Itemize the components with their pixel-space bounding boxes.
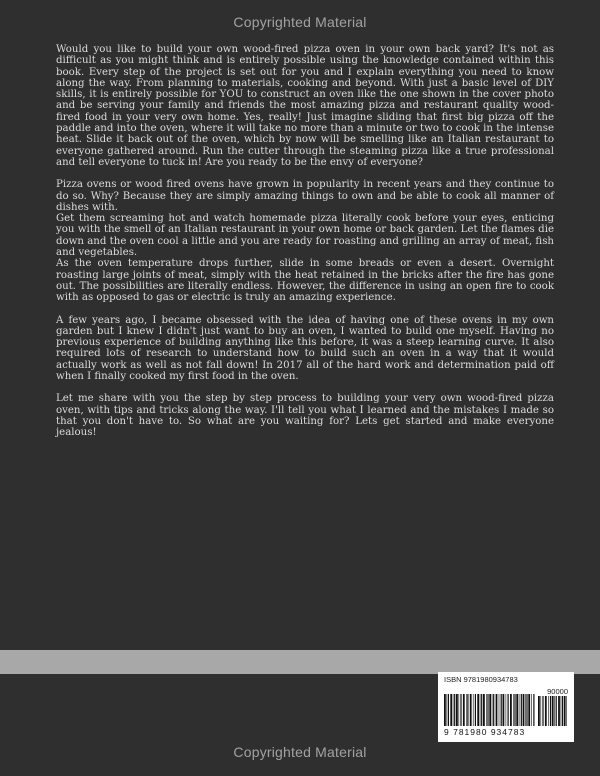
barcode-bar [447, 694, 448, 726]
barcode-bar [506, 694, 507, 726]
barcode-bar [531, 694, 532, 726]
barcode-bar [467, 694, 468, 726]
barcode-bar [444, 694, 446, 726]
blurb-paragraph-4: As the oven temperature drops further, slide in some breads or even a desert. Overnight roasting large joints of meat, simply with the heat retained in the bricks after the fire has gone out. The possibilities are literally endless. However, the difference in using an open fire to cook with as opposed to gas or electric is truly an amazing experience. [56, 258, 554, 304]
barcode-bar [475, 694, 476, 726]
barcode-bar [548, 696, 549, 726]
barcode-bar [450, 694, 452, 726]
barcode-bar [561, 696, 562, 726]
barcode-bar [453, 694, 454, 726]
barcode-bar [521, 694, 522, 726]
blurb-paragraph-5: A few years ago, I became obsessed with the idea of having one of these ovens in my own garden but I knew I didn't just want to buy an oven, I wanted to build one myself. Having no previous experience of building anything like this before, it was a steep learning curve. It also required lots of research to understand how to build such an oven in a way that it would actually work as well as not fall down! In 2017 all of the hard work and determination paid off when I finally cooked my first food in the oven. [56, 314, 554, 383]
barcode-bar [550, 696, 551, 726]
barcode-bar [456, 694, 458, 726]
barcode-bar [470, 694, 472, 726]
barcode-bar [538, 696, 540, 726]
barcode-bar [503, 694, 505, 726]
barcode-bar [552, 696, 554, 726]
barcode-bar [542, 696, 543, 726]
barcode-bar [486, 694, 487, 726]
barcode-bar [454, 694, 455, 726]
barcode-bar [508, 694, 509, 726]
barcode-bar [473, 694, 474, 726]
blurb-paragraph-3: Get them screaming hot and watch homemade pizza literally cook before your eyes, enticing you with the smell of an Italian restaurant in your own home or back garden. Let the flames die down and the oven cool a little and you are ready for roasting and grilling an array of meat, fish and vegetables. [56, 213, 554, 259]
barcode-bar [528, 694, 530, 726]
barcode-bar [525, 694, 526, 726]
grey-band [0, 650, 600, 674]
barcode-bar [564, 696, 566, 726]
blurb-paragraph-2: Pizza ovens or wood fired ovens have grown in popularity in recent years and they continue to do so. Why? Because they are simply amazing things to own and be able to cook all manner of dishes with. [56, 179, 554, 213]
watermark-top: Copyrighted Material [233, 14, 367, 30]
isbn-label: ISBN 9781980934783 [444, 675, 518, 684]
watermark-bottom: Copyrighted Material [233, 744, 367, 760]
barcode-bar [460, 694, 461, 726]
barcode-bar [480, 694, 481, 726]
barcode-bar [513, 694, 514, 726]
barcode-bar [492, 694, 493, 726]
blurb-paragraph-1: Would you like to build your own wood-fired pizza oven in your own back yard? It's not as difficult as you might think and is entirely possible using the knowledge contained within this book. Every step of the project is set out for you and I explain everything you need to know along the way. From planning to materials, cooking and beyond. With just a basic level of DIY skills, it is entirely possible for YOU to construct an oven like the one shown in the cover photo and be serving your family and friends the most amazing pizza and restaurant quality wood-fired food in your very own home. Yes, really! Just imagine sliding that first big pizza off the paddle and into the oven, where it will take no more than a minute or two to cook in the intense heat. Slide it back out of the oven, which by now will be smelling like an Italian restaurant to everyone gathered around. Run the cutter through the steaming pizza like a true professional and tell everyone to tuck in! Are you ready to be the envy of everyone? [56, 44, 554, 168]
barcode-bar [523, 694, 525, 726]
barcode-bar [483, 694, 485, 726]
barcode-bar [499, 694, 500, 726]
barcode-bar [481, 694, 482, 726]
barcode-bar [459, 694, 460, 726]
price-code: 90000 [547, 687, 568, 696]
isbn-digits: 9 781980 934783 [444, 727, 526, 737]
barcode-bar [562, 696, 563, 726]
price-barcode-icon [538, 696, 570, 726]
blurb-text [56, 44, 554, 450]
barcode-bar [545, 696, 547, 726]
barcode-bar [556, 696, 557, 726]
barcode-bar [493, 694, 494, 726]
barcode-bar [496, 694, 498, 726]
barcode-bar [526, 694, 527, 726]
barcode-bar [533, 694, 534, 726]
barcode-bar [463, 694, 465, 726]
barcode-bar [554, 696, 555, 726]
barcode-bar [519, 694, 520, 726]
barcode-bar [466, 694, 467, 726]
barcode-bar [448, 694, 449, 726]
barcode-bar [501, 694, 502, 726]
barcode-bar [510, 694, 512, 726]
barcode-bar [558, 696, 560, 726]
barcode-box [438, 672, 574, 742]
barcode-bar [541, 696, 542, 726]
blurb-paragraph-6: Let me share with you the step by step process to building your very own wood-fired pizza oven, with tips and tricks along the way. I'll tell you what I learned and the mistakes I made so that you don't have to. So what are you waiting for? Lets get started and make everyone jealous! [56, 393, 554, 439]
barcode-bar [566, 696, 567, 726]
barcode-bar [477, 694, 479, 726]
barcode-bar [487, 694, 488, 726]
barcode-bar [489, 694, 491, 726]
barcode-bar [516, 694, 518, 726]
barcode-bar [514, 694, 515, 726]
